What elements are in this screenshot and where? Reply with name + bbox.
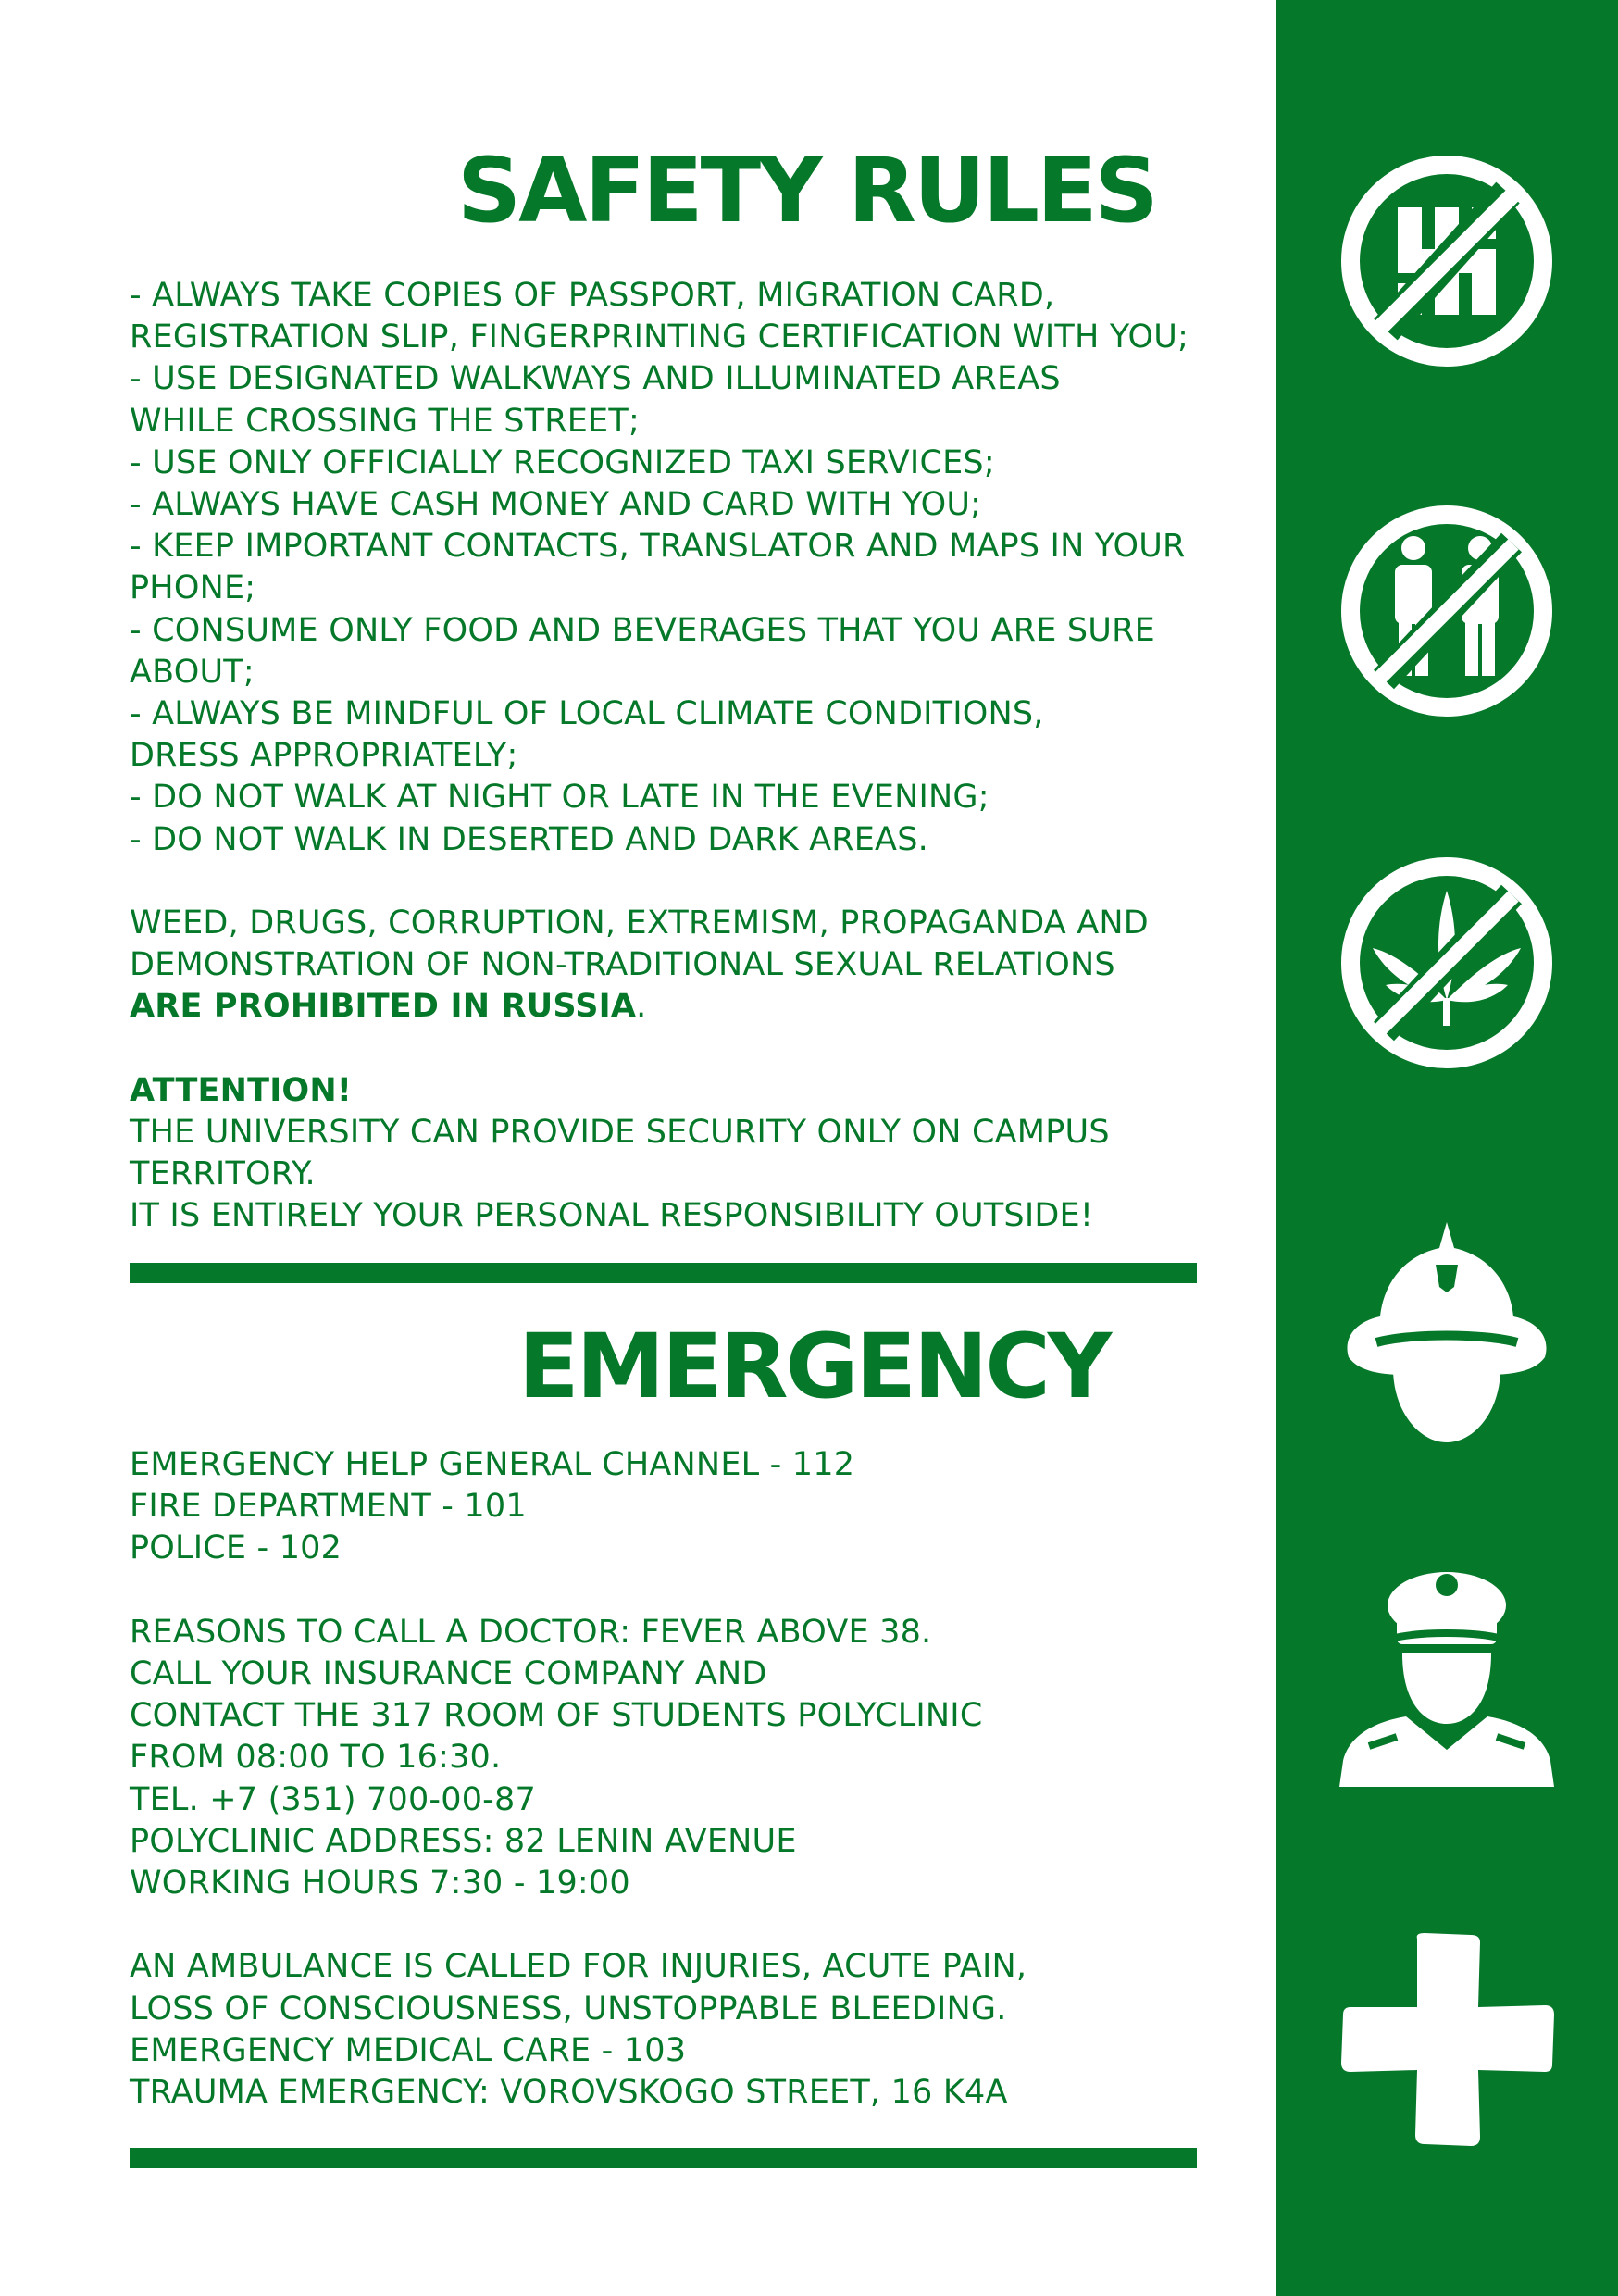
prohibited-line: DEMONSTRATION OF NON-TRADITIONAL SEXUAL RELATIONS xyxy=(130,946,1115,984)
attention-line: TERRITORY. xyxy=(130,1155,316,1193)
doctor-line: FROM 08:00 TO 16:30. xyxy=(130,1739,502,1777)
doctor-line: POLYCLINIC ADDRESS: 82 LENIN AVENUE xyxy=(130,1822,797,1860)
rule-line: - DO NOT WALK IN DESERTED AND DARK AREAS. xyxy=(130,820,928,858)
rule-line: WHILE CROSSING THE STREET; xyxy=(130,402,640,440)
prohibited-statement xyxy=(130,986,1203,1028)
doctor-line: WORKING HOURS 7:30 - 19:00 xyxy=(130,1865,630,1903)
rule-line: - KEEP IMPORTANT CONTACTS, TRANSLATOR AND MAPS IN YOUR xyxy=(130,528,1186,566)
prohibited-line: WEED, DRUGS, CORRUPTION, EXTREMISM, PROPAGANDA AND xyxy=(130,905,1149,942)
rule-line: - CONSUME ONLY FOOD AND BEVERAGES THAT YOU ARE SURE xyxy=(130,611,1155,649)
rule-line: - ALWAYS BE MINDFUL OF LOCAL CLIMATE CONDITIONS, xyxy=(130,695,1044,733)
emergency-number: FIRE DEPARTMENT - 101 xyxy=(130,1488,527,1526)
rule-line: - USE DESIGNATED WALKWAYS AND ILLUMINATED AREAS xyxy=(130,360,1061,398)
divider-bottom xyxy=(130,2148,1197,2168)
police-officer-icon xyxy=(1336,1565,1558,1787)
emergency-number: POLICE - 102 xyxy=(130,1529,342,1567)
firefighter-icon xyxy=(1336,1220,1558,1442)
ambulance-line: TRAUMA EMERGENCY: VOROVSKOGO STREET, 16 K4A xyxy=(130,2074,1008,2112)
prohibited-bold: ARE PROHIBITED IN RUSSIA xyxy=(130,988,637,1026)
no-cannabis-icon xyxy=(1336,852,1558,1074)
doctor-line: CALL YOUR INSURANCE COMPANY AND xyxy=(130,1655,767,1692)
safety-rules-list xyxy=(130,275,1203,1238)
ambulance-line: EMERGENCY MEDICAL CARE - 103 xyxy=(130,2031,687,2069)
emergency-title: EMERGENCY xyxy=(518,1315,1110,1418)
doctor-line: REASONS TO CALL A DOCTOR: FEVER ABOVE 38. xyxy=(130,1613,932,1651)
safety-rules-title: SAFETY RULES xyxy=(457,139,1156,243)
ambulance-line: AN AMBULANCE IS CALLED FOR INJURIES, ACUTE PAIN, xyxy=(130,1948,1027,1986)
no-extremism-icon xyxy=(1336,150,1558,372)
rule-line: - ALWAYS TAKE COPIES OF PASSPORT, MIGRATION CARD, xyxy=(130,277,1055,314)
rule-line: DRESS APPROPRIATELY; xyxy=(130,737,518,775)
attention-line: THE UNIVERSITY CAN PROVIDE SECURITY ONLY ON CAMPUS xyxy=(130,1114,1110,1152)
rule-line: PHONE; xyxy=(130,569,256,607)
rule-line: - ALWAYS HAVE CASH MONEY AND CARD WITH YOU; xyxy=(130,486,982,524)
divider-top xyxy=(130,1263,1197,1283)
prohibited-end: . xyxy=(636,988,647,1026)
doctor-line: TEL. +7 (351) 700-00-87 xyxy=(130,1780,536,1818)
doctor-line: CONTACT THE 317 ROOM OF STUDENTS POLYCLINIC xyxy=(130,1697,983,1735)
ambulance-line: LOSS OF CONSCIOUSNESS, UNSTOPPABLE BLEEDING. xyxy=(130,1990,1007,2028)
no-same-sex-couple-icon xyxy=(1336,500,1558,722)
attention-label: ATTENTION! xyxy=(130,1071,353,1109)
rule-line: - USE ONLY OFFICIALLY RECOGNIZED TAXI SERVICES; xyxy=(130,443,995,481)
attention-line: IT IS ENTIRELY YOUR PERSONAL RESPONSIBILITY OUTSIDE! xyxy=(130,1197,1094,1235)
emergency-info xyxy=(130,1444,1203,2114)
rule-line: REGISTRATION SLIP, FINGERPRINTING CERTIFICATION WITH YOU; xyxy=(130,318,1189,356)
rule-line: ABOUT; xyxy=(130,653,255,691)
emergency-number: EMERGENCY HELP GENERAL CHANNEL - 112 xyxy=(130,1446,855,1483)
medical-cross-icon xyxy=(1336,1928,1558,2150)
rule-line: - DO NOT WALK AT NIGHT OR LATE IN THE EVENING; xyxy=(130,779,989,817)
